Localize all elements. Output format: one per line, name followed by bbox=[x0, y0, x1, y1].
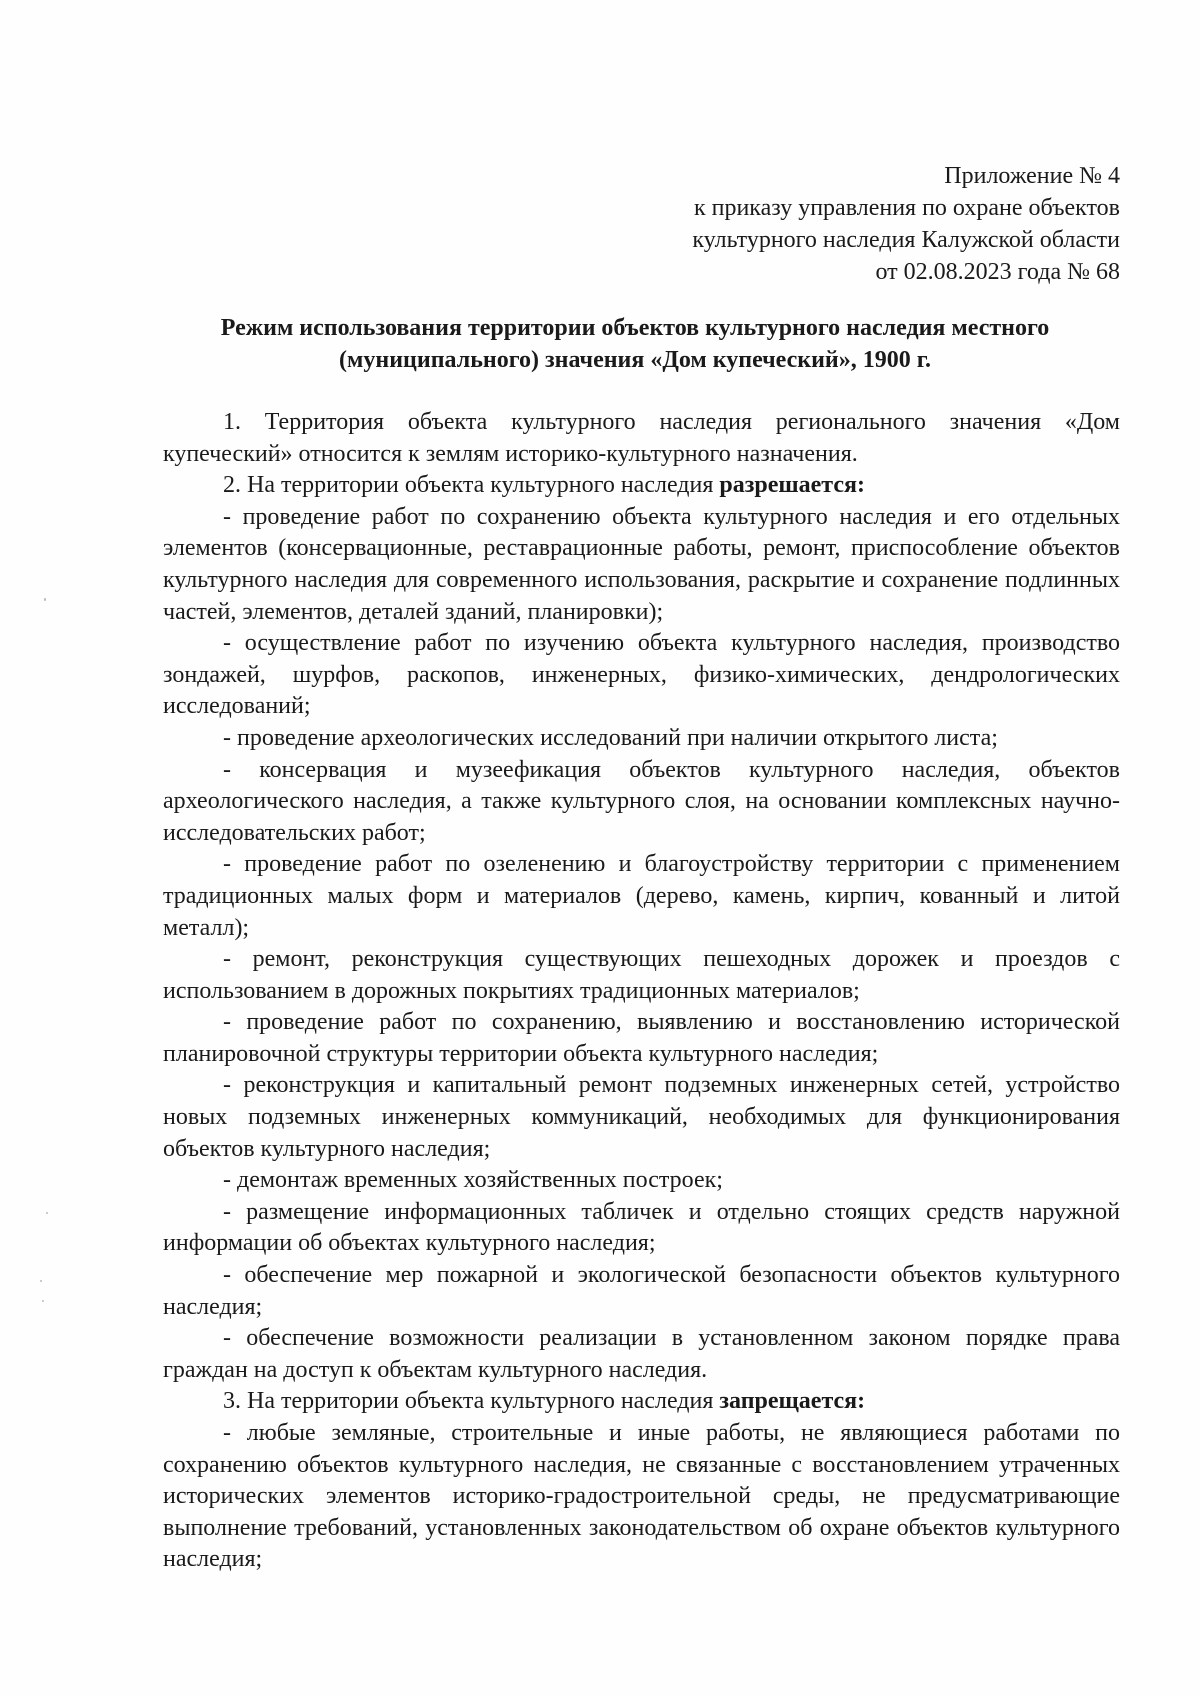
authority-name: культурного наследия Калужской области bbox=[692, 227, 1120, 253]
allowed-item: - проведение работ по озеленению и благоустройству территории с применением традиционных малых форм и материалов (дерево, камень, кирпич, кованный и литой металл); bbox=[163, 851, 1120, 941]
allowed-item: - консервация и музеефикация объектов культурного наследия, объектов археологического наследия, а также культурного слоя, на основании комплексных научно-исследовательских работ; bbox=[163, 756, 1120, 846]
allowed-item: - ремонт, реконструкция существующих пешеходных дорожек и проездов с использованием в дорожных покрытиях традиционных материалов; bbox=[163, 946, 1120, 1004]
allowed-item: - проведение работ по сохранению, выявлению и восстановлению исторической планировочной структуры территории объекта культурного наследия; bbox=[163, 1009, 1120, 1067]
allowed-item: - обеспечение возможности реализации в установленном законом порядке права граждан на доступ к объектам культурного наследия. bbox=[163, 1325, 1120, 1383]
paragraph-3 bbox=[163, 1386, 1120, 1418]
prohibited-item: - любые земляные, строительные и иные работы, не являющиеся работами по сохранению объектов культурного наследия, не связанные с восстановлением утраченных исторических элементов историко-градостроительной среды, не предусматривающие выполнение требований, установленных законодательством об охране объектов культурного наследия; bbox=[163, 1420, 1120, 1573]
allowed-item: - проведение работ по сохранению объекта культурного наследия и его отдельных элементов (консервационные, реставрационные работы, ремонт, приспособление объектов культурного наследия для современного использования, раскрытие и сохранение подлинных частей, элементов, деталей зданий, планировки); bbox=[163, 503, 1120, 625]
scan-speck bbox=[40, 1280, 42, 1282]
order-date: от 02.08.2023 года № 68 bbox=[875, 259, 1120, 285]
title-line-2: (муниципального) значения «Дом купеческий», 1900 г. bbox=[339, 347, 931, 373]
scan-speck bbox=[42, 1300, 44, 1302]
allowed-item: - проведение археологических исследований при наличии открытого листа; bbox=[223, 724, 998, 751]
paragraph-3-keyword: запрещается: bbox=[719, 1388, 866, 1415]
order-reference: к приказу управления по охране объектов bbox=[693, 195, 1120, 221]
paragraph-1: 1. Территория объекта культурного наследия регионального значения «Дом купеческий» относится к землям историко-культурного назначения. bbox=[163, 409, 1120, 467]
document-body bbox=[163, 407, 1120, 1576]
scan-speck bbox=[46, 1212, 48, 1214]
allowed-item: - размещение информационных табличек и отдельно стоящих средств наружной информации об объектах культурного наследия; bbox=[163, 1198, 1120, 1257]
paragraph-3-text: 3. На территории объекта культурного наследия bbox=[223, 1388, 720, 1415]
appendix-number: Приложение № 4 bbox=[944, 163, 1120, 189]
allowed-item: - демонтаж временных хозяйственных построек; bbox=[223, 1167, 723, 1194]
allowed-item: - обеспечение мер пожарной и экологической безопасности объектов культурного наследия; bbox=[163, 1262, 1120, 1320]
paragraph-2-text: 2. На территории объекта культурного наследия bbox=[223, 472, 720, 499]
document-title bbox=[150, 312, 1120, 376]
paragraph-2 bbox=[163, 470, 1120, 502]
allowed-item: - реконструкция и капитальный ремонт подземных инженерных сетей, устройство новых подземных инженерных коммуникаций, необходимых для функционирования объектов культурного наследия; bbox=[163, 1072, 1120, 1162]
appendix-header bbox=[560, 160, 1120, 288]
title-line-1: Режим использования территории объектов культурного наследия местного bbox=[220, 315, 1050, 341]
scan-speck bbox=[44, 598, 46, 601]
allowed-item: - осуществление работ по изучению объекта культурного наследия, производство зондажей, шурфов, раскопов, инженерных, физико-химических, дендрологических исследований; bbox=[163, 630, 1120, 720]
paragraph-2-keyword: разрешается: bbox=[719, 472, 865, 499]
